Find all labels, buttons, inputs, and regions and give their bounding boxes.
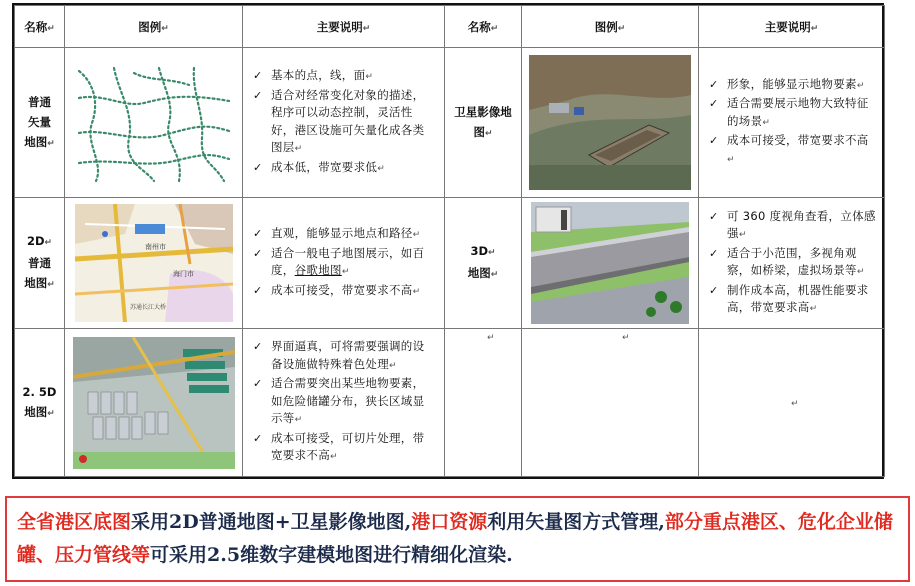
- table-row: [15, 329, 885, 477]
- list-item: ✓ 适合于小范围，多视角观察，如桥梁，虚拟场景等↵: [709, 245, 865, 277]
- list-item: ✓ 制作成本高，机器性能要求高，带宽要求高↵: [709, 282, 869, 314]
- list-item: ✓ 界面逼真，可将需要强调的设备设施做特殊着色处理↵: [253, 339, 425, 371]
- summary-text: 全省港区底图采用2D普通地图+卫星影像地图,港口资源利用矢量图方式管理,部分重点港区、危化企业储罐、压力管线等可采用2.5维数字建模地图进行精细化渲染.: [17, 511, 893, 566]
- empty-cell: ↵: [699, 329, 885, 477]
- 25d-map-image: [73, 337, 235, 469]
- list-item: ✓ 成本可接受，可切片处理，带宽要求不高↵: [253, 430, 425, 463]
- header-legend-right: 图例↵: [522, 6, 699, 48]
- legend-25d-map: [65, 329, 243, 477]
- header-name-left: 名称↵: [15, 6, 65, 48]
- table-row: [15, 48, 885, 198]
- map-name-satellite: 卫星影像地 图↵: [445, 48, 522, 198]
- list-item: ✓ 可 360 度视角查看，立体感强↵: [709, 208, 876, 240]
- map-name-vector: 普通 矢量 地图↵: [15, 48, 65, 198]
- table-row: [15, 198, 885, 329]
- map-label: 海门市: [172, 270, 194, 278]
- legend-2d-map: [65, 198, 243, 329]
- list-item: ✓ 适合对经常变化对象的描述，程序可以动态控制，灵活性好，港区设施可矢量化成各类图层↵: [253, 87, 425, 154]
- empty-cell: ↵: [522, 329, 699, 477]
- list-item: ✓ 成本低，带宽要求低↵: [253, 159, 386, 174]
- legend-3d-map: [522, 198, 699, 329]
- header-legend-left: 图例↵: [65, 6, 243, 48]
- desc-25d-map: [243, 329, 445, 477]
- list-item: ✓ 适合一般电子地图展示，如百度，谷歌地图↵: [253, 245, 425, 277]
- google-maps-link[interactable]: 谷歌地图: [294, 263, 342, 277]
- legend-vector-map: [65, 48, 243, 198]
- summary-box: [5, 496, 910, 582]
- list-item: ✓ 直观，能够显示地点和路径↵: [253, 226, 421, 240]
- empty-cell: ↵: [445, 329, 522, 477]
- table-header-row: [15, 6, 885, 48]
- map-type-table: [12, 3, 884, 479]
- map-name-25d: 2. 5D 地图↵: [15, 329, 65, 477]
- list-item: ✓ 适合需要展示地物大致特征的场景↵: [709, 96, 869, 128]
- desc-3d-map: [699, 198, 885, 329]
- vector-map-image: [74, 63, 234, 183]
- legend-satellite-map: [522, 48, 699, 198]
- map-name-2d: 2D↵ 普通 地图↵: [15, 198, 65, 329]
- list-item: ✓ 适合需要突出某些地物要素，如危险储罐分布，狭长区域显示等↵: [253, 376, 425, 426]
- desc-satellite-map: [699, 48, 885, 198]
- list-item: ✓ 成本可接受，带宽要求不高↵: [253, 282, 421, 297]
- list-item: ✓ 基本的点，线，面↵: [253, 68, 374, 82]
- header-desc-right: 主要说明↵: [699, 6, 885, 48]
- header-name-right: 名称↵: [445, 6, 522, 48]
- map-label: 南州市: [144, 243, 166, 251]
- desc-2d-map: [243, 198, 445, 329]
- list-item: ✓ 形象，能够显示地物要素↵: [709, 76, 865, 91]
- 2d-map-image: [75, 204, 233, 322]
- header-desc-left: 主要说明↵: [243, 6, 445, 48]
- map-name-3d: 3D↵ 地图↵: [445, 198, 522, 329]
- 3d-map-image: [531, 202, 689, 324]
- satellite-image: [529, 55, 691, 190]
- map-label: 苏通长江大桥: [129, 304, 166, 311]
- desc-vector-map: [243, 48, 445, 198]
- list-item: ✓ 成本可接受，带宽要求不高↵: [709, 133, 869, 165]
